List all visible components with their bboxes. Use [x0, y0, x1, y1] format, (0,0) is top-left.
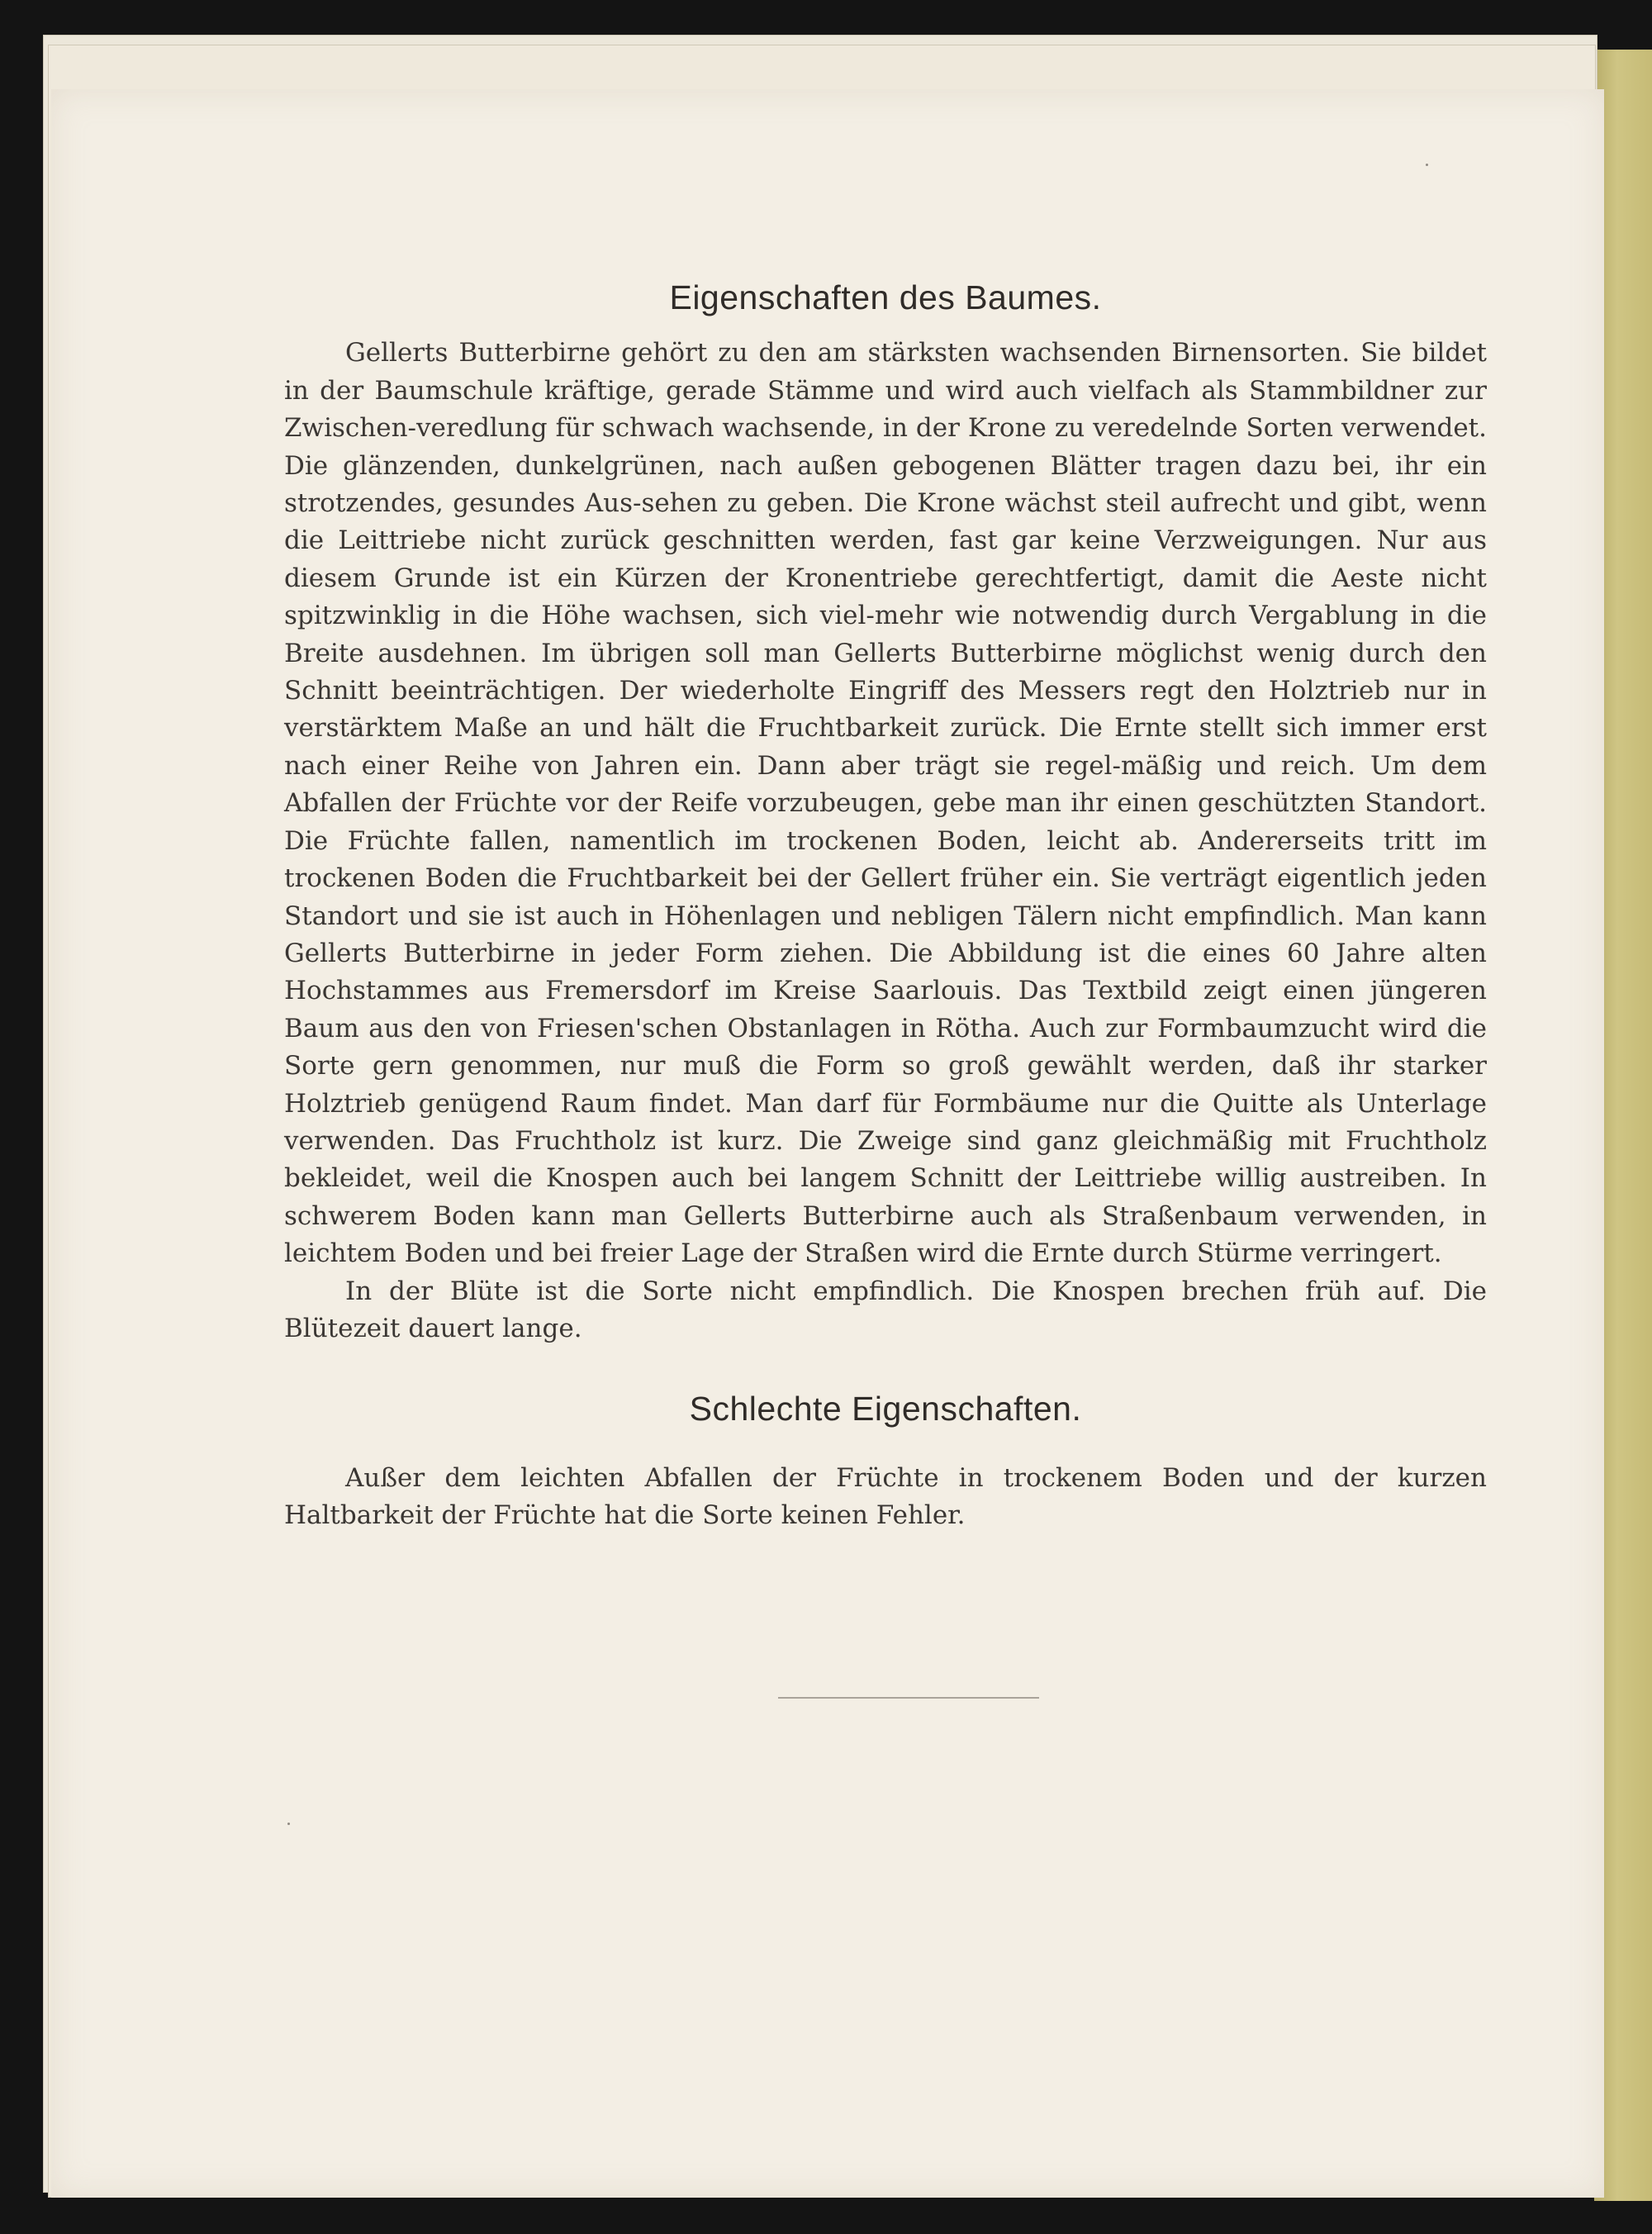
section-heading-tree-properties: Eigenschaften des Baumes. — [669, 278, 1102, 316]
closing-rule-divider — [778, 1697, 1039, 1699]
section-heading-bad-properties: Schlechte Eigenschaften. — [689, 1390, 1082, 1428]
paragraph-blossom: In der Blüte ist die Sorte nicht empfindlich. Die Knospen brechen früh auf. Die Blütezeit dauert lange. — [284, 1276, 1487, 1343]
paragraph-bad-properties: Außer dem leichten Abfallen der Früchte in trockenem Boden und der kurzen Haltbarkeit der Früchte hat die Sorte keinen Fehler. — [284, 1462, 1487, 1531]
paragraph-tree-properties: Gellerts Butterbirne gehört zu den am stärksten wachsenden Birnensorten. Sie bildet in der Baumschule kräftige, gerade Stämme und wird auch vielfach als Stammbildner zur Zwischen-veredlung für schwach wachsende, in der Krone zu veredelnde Sorten verwendet. Die glänzenden, dunkelgrünen, nach außen gebogenen Blätter tragen dazu bei, ihr ein strotzendes, gesundes Aus-sehen zu geben. Die Krone wächst steil aufrecht und gibt, wenn die Leittriebe nicht zurück geschnitten werden, fast gar keine Verzweigungen. Nur aus diesem Grunde ist ein Kürzen der Kronentriebe gerechtfertigt, damit die Aeste nicht spitzwinklig in die Höhe wachsen, sich viel-mehr wie notwendig durch Vergablung in die Breite ausdehnen. Im übrigen soll man Gellerts Butterbirne möglichst wenig durch den Schnitt beeinträchtigen. Der wiederholte Eingriff des Messers regt den Holztrieb nur in verstärktem Maße an und hält die Fruchtbarkeit zurück. Die Ernte stellt sich immer erst nach einer Reihe von Jahren ein. Dann aber trägt sie regel-mäßig und reich. Um dem Abfallen der Früchte vor der Reife vorzubeugen, gebe man ihr einen geschützten Standort. Die Früchte fallen, namentlich im trockenen Boden, leicht ab. Andererseits tritt im trockenen Boden die Fruchtbarkeit bei der Gellert früher ein. Sie verträgt eigentlich jeden Standort und sie ist auch in Höhenlagen und nebligen Tälern nicht empfindlich. Man kann Gellerts Butterbirne in jeder Form ziehen. Die Abbildung ist die eines 60 Jahre alten Hochstammes aus Fremersdorf im Kreise Saarlouis. Das Textbild zeigt einen jüngeren Baum aus den von Friesen'schen Obstanlagen in Rötha. Auch zur Formbaumzucht wird die Sorte gern genommen, nur muß die Form so groß gewählt werden, daß ihr starker Holztrieb genügend Raum findet. Man darf für Formbäume nur die Quitte als Unterlage verwenden. Das Fruchtholz ist kurz. Die Zweige sind ganz gleichmäßig mit Fruchtholz bekleidet, weil die Knospen auch bei langem Schnitt der Leittriebe willig austreiben. In schwerem Boden kann man Gellerts Butterbirne auch als Straßenbaum verwenden, in leichtem Boden und bei freier Lage der Straßen wird die Ernte durch Stürme verringert. — [284, 338, 1487, 1269]
document-page — [51, 89, 1604, 2198]
paper-speck — [1426, 164, 1428, 166]
paper-speck — [287, 1823, 290, 1825]
page-content — [284, 279, 1487, 1535]
